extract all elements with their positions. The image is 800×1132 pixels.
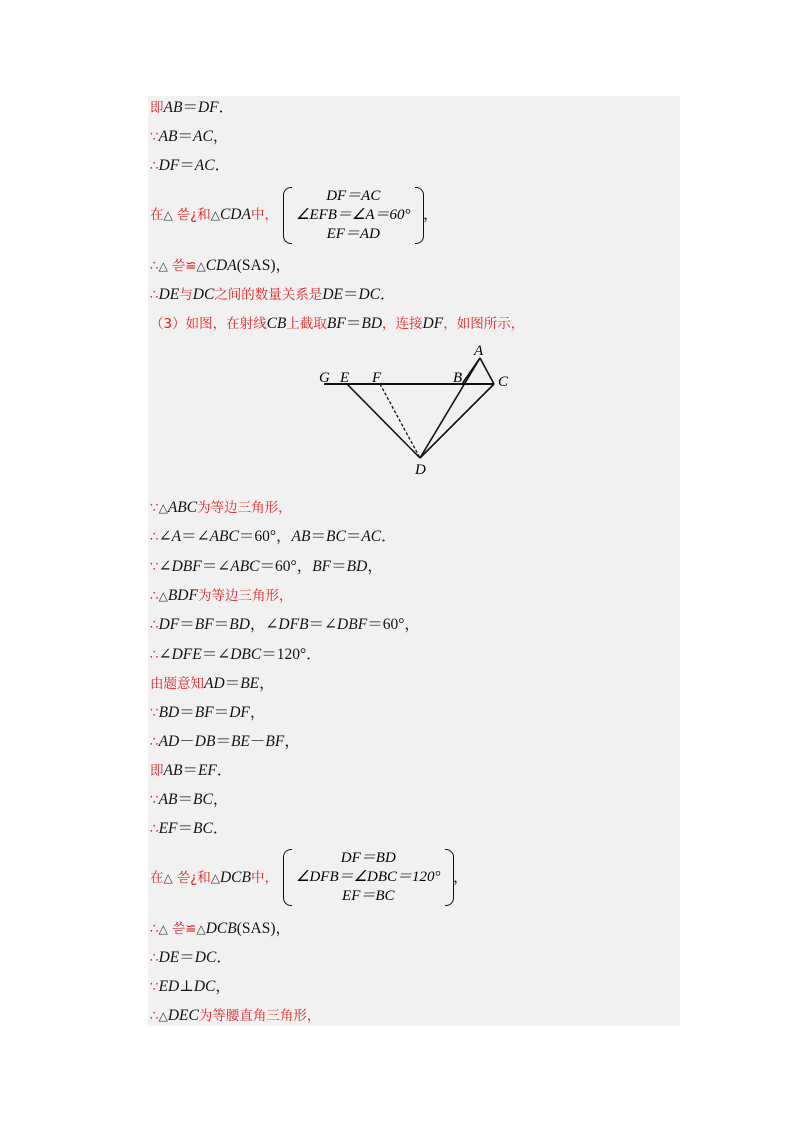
proof-line: ∵ED⊥DC， [150,978,231,995]
proof-line-system: 在△ 쓷¿和△DCB中， [150,869,278,886]
proof-line: ∵∠DBF＝∠ABC＝60°，BF＝BD， [150,558,383,575]
proof-line: ∴△DEC为等腰直角三角形， [150,1007,321,1024]
proof-line: ∵AB＝AC， [150,128,229,145]
label-d: D [415,462,426,478]
proof-line: 即AB＝EF． [150,762,233,779]
proof-line: ∵AB＝BC， [150,791,229,808]
label-c: C [498,374,509,390]
proof-line: ∴△ 쓷≌△CDA(SAS)， [150,257,291,274]
label-e: E [340,370,350,386]
label-a: A [474,343,484,359]
brace-system-2: DF＝BD ∠DFB＝∠DBC＝120° EF＝BC [283,849,454,906]
proof-line: 即AB＝DF． [150,99,235,116]
label-g: G [319,370,330,386]
proof-line: ∴∠A＝∠ABC＝60°，AB＝BC＝AC． [150,528,397,545]
geometry-figure [310,340,530,480]
proof-line: ∴EF＝BC． [150,820,229,837]
proof-line: ∴DE＝DC． [150,949,232,966]
proof-line: ∴DE与DC之间的数量关系是DE＝DC． [150,286,396,303]
label-f: F [372,370,382,386]
proof-line: ∵△ABC为等边三角形， [150,499,292,516]
proof-line: ∴DF＝AC． [150,157,231,174]
proof-line: 由题意知AD＝BE， [150,675,275,692]
proof-line: （3）如图，在射线CB上截取BF＝BD，连接DF，如图所示， [150,315,525,332]
proof-line: ∴∠DFE＝∠DBC＝120°． [150,646,322,663]
label-b: B [453,370,463,386]
proof-line: ∴△ 쓷≌△DCB(SAS)， [150,920,291,937]
brace-system-1: DF＝AC ∠EFB＝∠A＝60° EF＝AD [283,187,424,244]
proof-line: ∵BD＝BF＝DF， [150,704,266,721]
proof-line: ∴AD－DB＝BE－BF， [150,733,300,750]
proof-line-system: 在△ 쓷¿和△CDA中， [150,206,278,223]
proof-line: ∴△BDF为等边三角形， [150,587,293,604]
proof-line: ∴DF＝BF＝BD，∠DFB＝∠DBF＝60°， [150,616,420,633]
